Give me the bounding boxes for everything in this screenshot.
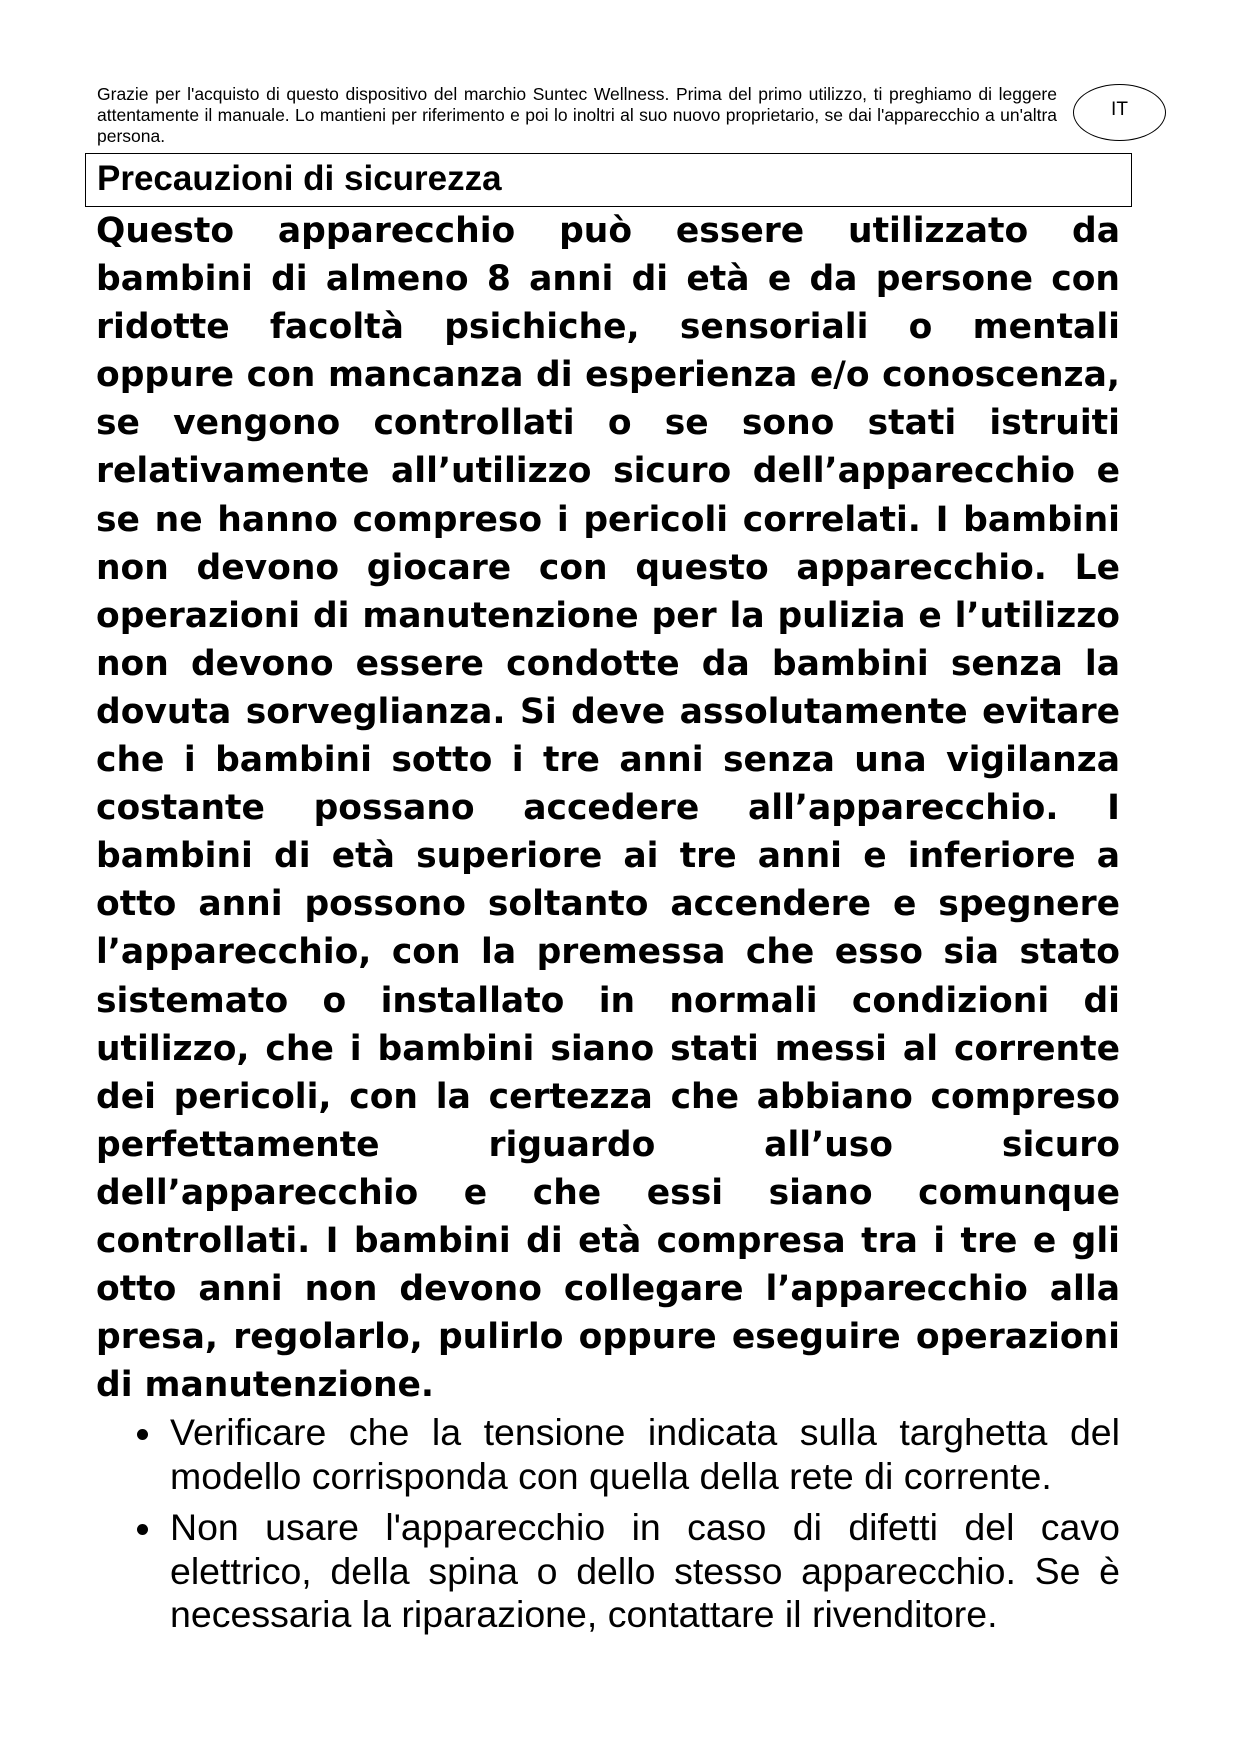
bullet-item [96, 1411, 1120, 1498]
intro-note: Grazie per l'acquisto di questo dispositivo del marchio Suntec Wellness. Prima del primo utilizzo, ti preghiamo di leggere attentamente il manuale. Lo mantieni per riferimento e poi lo inoltri al suo nuovo proprietario, se dai l'apparecchio a un'altra persona. [97, 84, 1057, 146]
safety-warning-paragraph: Questo apparecchio può essere utilizzato da bambini di almeno 8 anni di età e da persone con ridotte facoltà psichiche, sensoriali o mentali oppure con mancanza di esperienza e/o conoscenza, se vengono controllati o se sono stati istruiti relativamente all’utilizzo sicuro dell’apparecchio e se ne hanno compreso i pericoli correlati. I bambini non devono giocare con questo apparecchio. Le operazioni di manutenzione per la pulizia e l’utilizzo non devono essere condotte da bambini senza la dovuta sorveglianza. Si deve assolutamente evitare che i bambini sotto i tre anni senza una vigilanza costante possano accedere all’apparecchio. I bambini di età superiore ai tre anni e inferiore a otto anni possono soltanto accendere e spegnere l’apparecchio, con la premessa che esso sia stato sistemato o installato in normali condizioni di utilizzo, che i bambini siano stati messi al corrente dei pericoli, con la certezza che abbiano compreso perfettamente riguardo all’uso sicuro dell’apparecchio e che essi siano comunque controllati. I bambini di età compresa tra i tre e gli otto anni non devono collegare l’apparecchio alla presa, regolarlo, pulirlo oppure eseguire operazioni di manutenzione. [96, 211, 1120, 1406]
language-badge [1073, 84, 1166, 141]
bullet-text: Non usare l'apparecchio in caso di difetti del cavo elettrico, della spina o dello stesso apparecchio. Se è necessaria la riparazione, contattare il rivenditore. [170, 1506, 1120, 1635]
safety-bullet-list [96, 1411, 1120, 1645]
bullet-dot-icon [137, 1524, 148, 1535]
section-title: Precauzioni di sicurezza [85, 153, 1132, 207]
bullet-item [96, 1506, 1120, 1637]
language-code: IT [1111, 98, 1128, 120]
bullet-text: Verificare che la tensione indicata sulla targhetta del modello corrisponda con quella della rete di corrente. [170, 1411, 1120, 1497]
bullet-dot-icon [137, 1429, 148, 1440]
